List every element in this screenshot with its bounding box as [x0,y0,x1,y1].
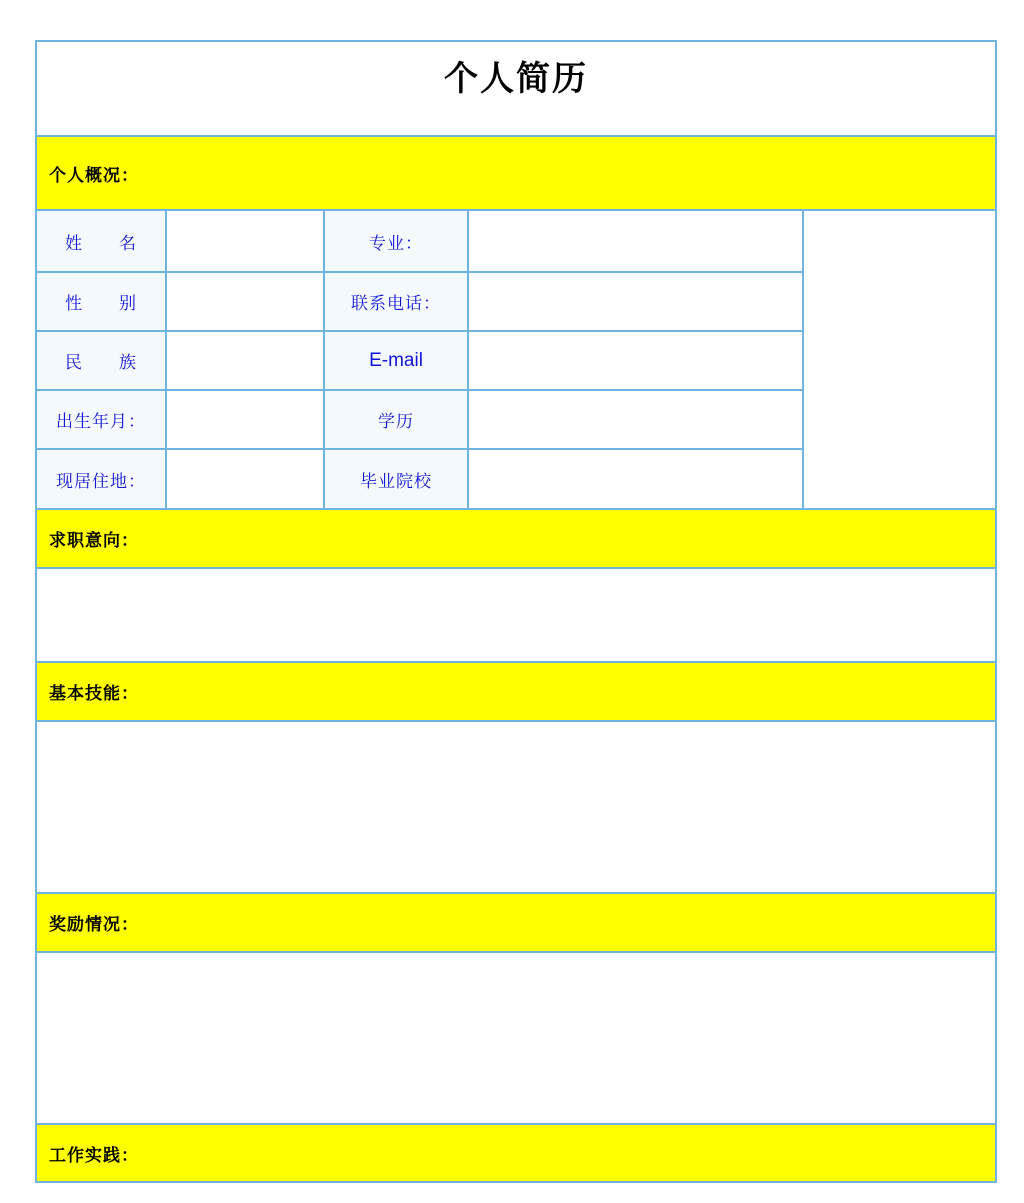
birth-date-field[interactable] [167,391,323,448]
label-birth-date: 出生年月： [37,391,165,448]
ethnicity-field[interactable] [167,332,323,389]
job-intention-content[interactable] [37,569,995,661]
email-field[interactable] [469,332,802,389]
divider [467,211,469,508]
label-phone: 联系电话： [325,273,467,330]
label-name: 姓 名 [37,211,165,271]
resume-form [35,40,997,1183]
label-education: 学历 [325,391,467,448]
phone-field[interactable] [469,273,802,330]
name-field[interactable] [167,211,323,271]
divider [37,271,804,273]
section-job-intention: 求职意向： [37,510,995,567]
section-work-practice: 工作实践： [37,1125,995,1181]
divider [37,389,804,391]
divider [37,330,804,332]
label-gender: 性 别 [37,273,165,330]
divider [165,211,167,508]
section-awards: 奖励情况： [37,894,995,951]
education-field[interactable] [469,391,802,448]
label-major: 专业： [325,211,467,271]
divider [802,211,804,508]
label-school: 毕业院校 [325,450,467,508]
divider [323,211,325,508]
gender-field[interactable] [167,273,323,330]
section-skills: 基本技能： [37,663,995,720]
awards-content[interactable] [37,953,995,1123]
school-field[interactable] [469,450,802,508]
label-current-address: 现居住地： [37,450,165,508]
divider [37,448,804,450]
major-field[interactable] [469,211,802,271]
address-field[interactable] [167,450,323,508]
label-email: E-mail [325,332,467,389]
skills-content[interactable] [37,722,995,892]
photo-area[interactable] [804,211,995,508]
page-title: 个人简历 [444,59,588,99]
label-ethnicity: 民 族 [37,332,165,389]
section-overview: 个人概况： [37,137,995,209]
